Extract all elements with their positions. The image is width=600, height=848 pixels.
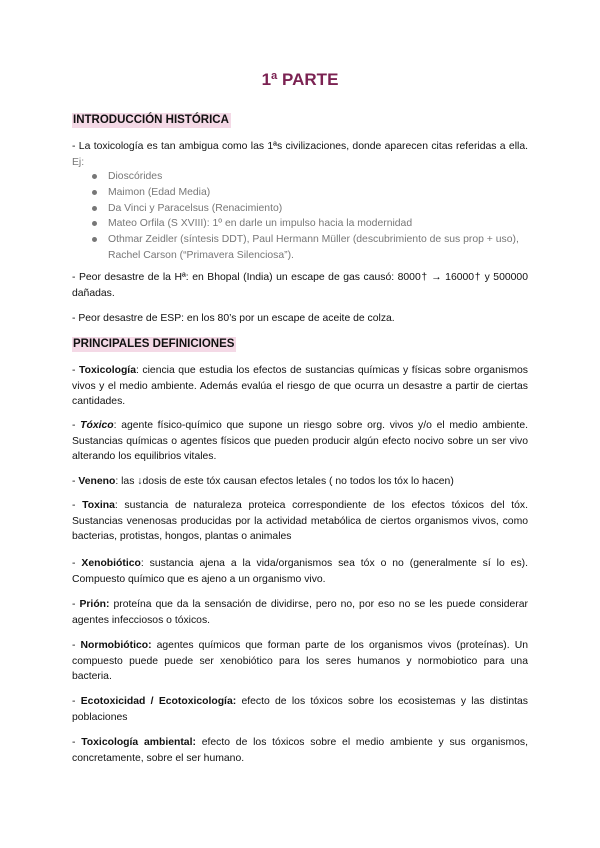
disaster-world-paragraph: - Peor desastre de la Hª: en Bhopal (India) un escape de gas causó: 8000† → 16000† y 500000 dañadas. [72, 272, 528, 299]
page-title: 1ª PARTE [261, 70, 339, 89]
bullet-icon [92, 206, 97, 211]
section-heading-definitions: PRINCIPALES DEFINICIONES [73, 338, 235, 350]
definition-term: Tóxico [80, 420, 114, 431]
definition-term: Normobiótico: [80, 640, 152, 651]
definition-term: Veneno [78, 476, 116, 487]
definition-term: Xenobiótico [81, 558, 141, 569]
definition-prion: - Prión: proteína que da la sensación de dividirse, pero no, por eso no se les puede considerar agentes infecciosos o tóxicos. [72, 599, 528, 626]
intro-text: - La toxicología es tan ambigua como las 1ªs civilizaciones, donde aparecen citas referidas a ella. [72, 141, 528, 152]
list-item: Dioscórides [92, 169, 532, 185]
bullet-icon [92, 237, 97, 242]
list-item: Mateo Orfila (S XVIII): 1º en darle un impulso hacia la modernidad [92, 216, 532, 232]
definition-term: Prión: [79, 599, 110, 610]
definition-toxicologia-ambiental: - Toxicología ambiental: efecto de los tóxicos sobre el medio ambiente y sus organismos, concretamente, sobre el ser humano. [72, 737, 528, 764]
definition-term: Ecotoxicidad / Ecotoxicología: [80, 696, 237, 707]
definition-toxico: - Tóxico: agente físico-químico que supone un riesgo sobre org. vivos y/o el medio ambiente. Sustancias químicas o agentes físicos que pueden producir algún efecto nocivo sobre un ser vivo alterando los equilibrios vitales. [72, 420, 528, 463]
definition-term: Toxicología ambiental: [81, 737, 196, 748]
list-item: Da Vinci y Paracelsus (Renacimiento) [92, 201, 532, 217]
bullet-icon [92, 221, 97, 226]
bullet-icon [92, 174, 97, 179]
list-item: Maimon (Edad Media) [92, 185, 532, 201]
intro-ej: Ej: [72, 156, 85, 168]
intro-paragraph [72, 139, 528, 170]
definition-ecotoxicidad: - Ecotoxicidad / Ecotoxicología: efecto de los tóxicos sobre los ecosistemas y las distintas poblaciones [72, 696, 528, 723]
historical-figures-list [92, 169, 532, 264]
definition-xenobiotico: - Xenobiótico: sustancia ajena a la vida/organismos sea tóx o no (generalmente sí lo es). Compuesto químico que es ajeno a un organismo vivo. [72, 558, 528, 585]
section-heading-intro: INTRODUCCIÓN HISTÓRICA [73, 114, 229, 126]
definition-toxicologia: - Toxicología: ciencia que estudia los efectos de sustancias químicas y físicas sobre organismos vivos y el medio ambiente. Además evalúa el riesgo de que ocurra un desastre a partir de ciertas cantidades. [72, 365, 528, 408]
disaster-spain-paragraph: - Peor desastre de ESP: en los 80’s por un escape de aceite de colza. [72, 313, 395, 324]
definition-toxina: - Toxina: sustancia de naturaleza proteica correspondiente de los efectos tóxicos del tóx. Sustancias venenosas producidas por la actividad metabólica de ciertos organismos vivos, como bacterias, protistas, hongos, plantas o animales [72, 500, 528, 543]
definition-term: Toxicología [79, 365, 136, 376]
definition-normobiotico: - Normobiótico: agentes químicos que forman parte de los organismos vivos (proteínas). Un compuesto puede puede ser xenobiótico para los seres humanos y normobiotico para una bacteria. [72, 640, 528, 683]
definition-term: Toxina [82, 500, 115, 511]
bullet-icon [92, 190, 97, 195]
definition-veneno: - Veneno: las ↓dosis de este tóx causan efectos letales ( no todos los tóx lo hacen) [72, 476, 454, 487]
list-item: Othmar Zeidler (síntesis DDT), Paul Hermann Müller (descubrimiento de sus prop + uso), Rachel Carson (“Primavera Silenciosa”). [92, 232, 532, 264]
